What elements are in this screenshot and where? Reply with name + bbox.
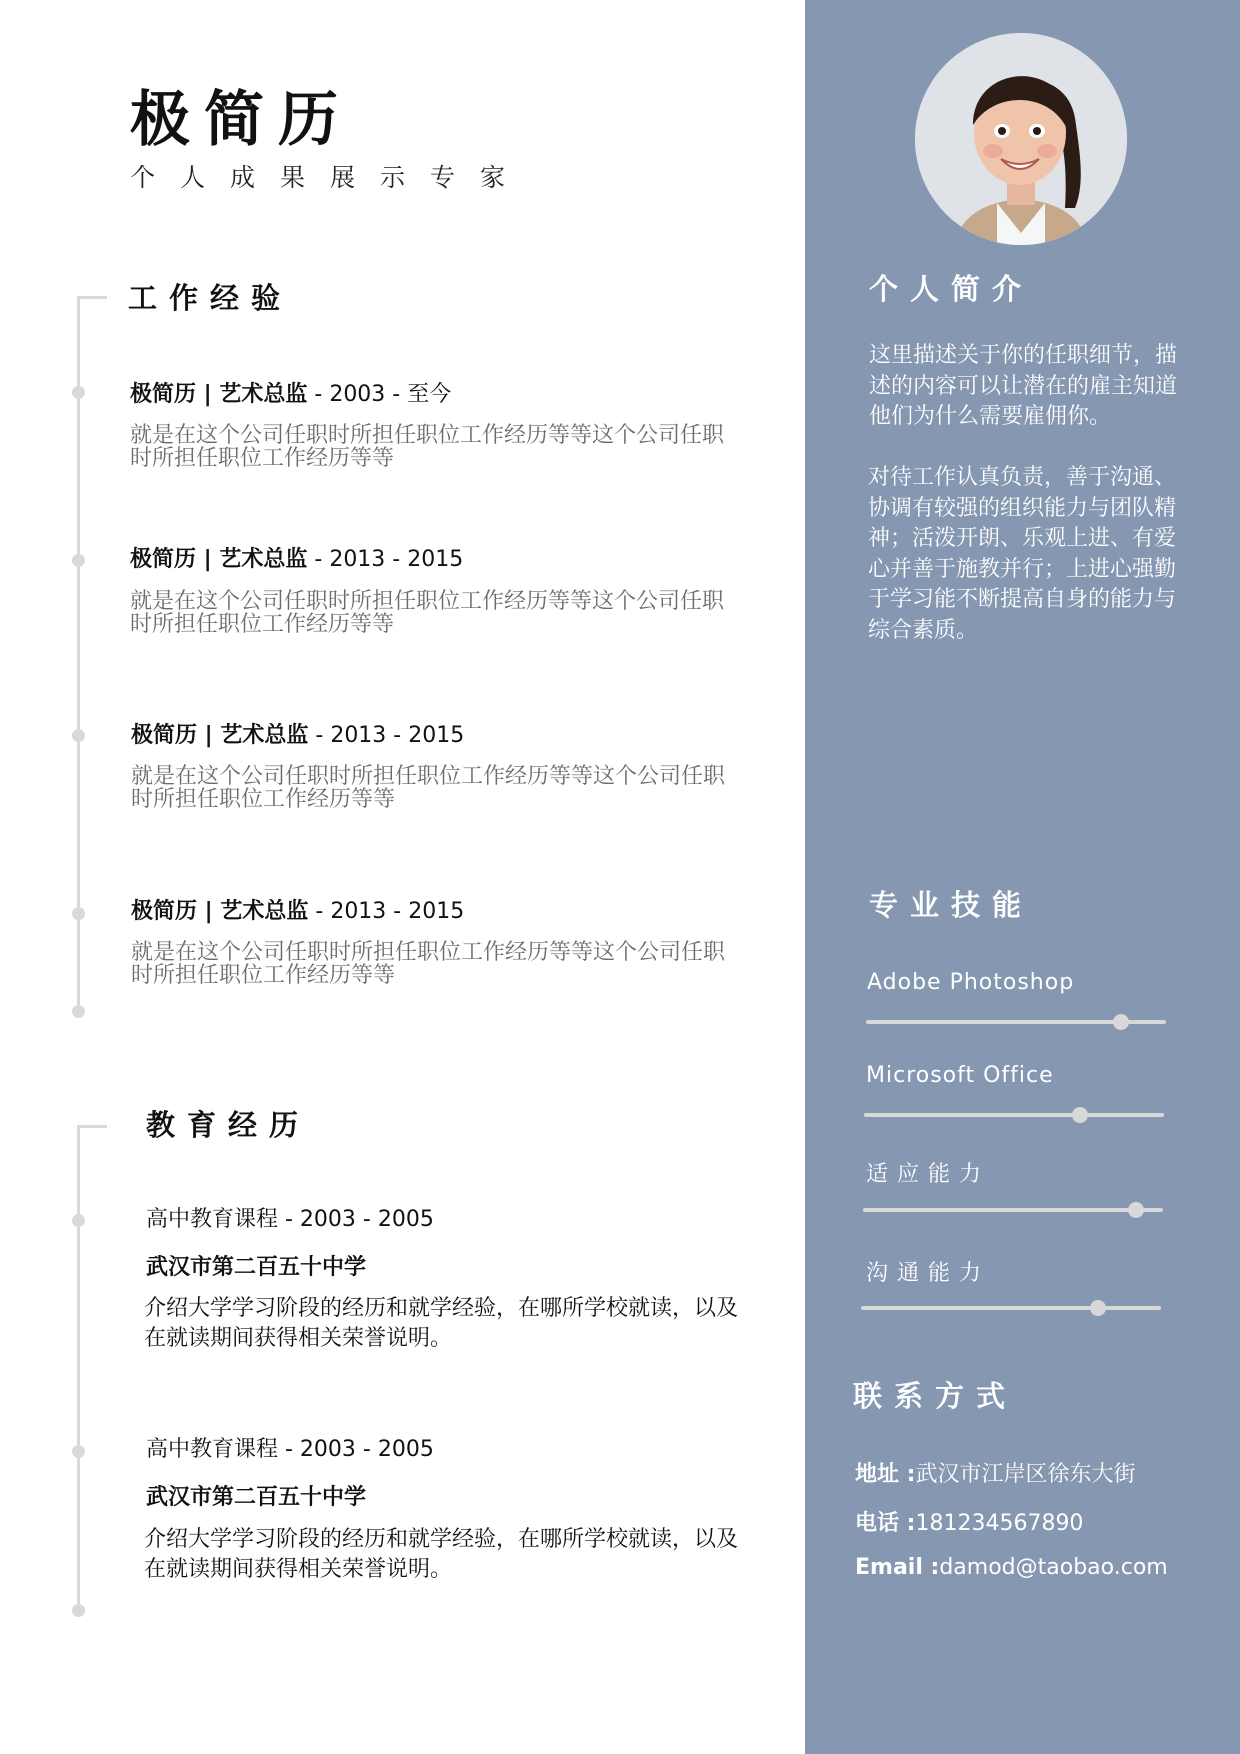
edu-timeline <box>77 1125 80 1610</box>
skill-level-knob <box>1113 1014 1129 1030</box>
skill-level-knob <box>1072 1107 1088 1123</box>
profile-photo <box>915 33 1127 245</box>
resume-subtitle: 个人成果展示专家 <box>130 163 531 192</box>
job-title-3: 极简历 | 艺术总监 - 2013 - 2015 <box>131 723 465 748</box>
skill-label-1: Adobe Photoshop <box>867 970 1075 995</box>
timeline-dot <box>72 907 85 920</box>
contact-phone: 电话 :181234567890 <box>855 1511 1084 1536</box>
timeline-dot <box>72 386 85 399</box>
job-description-1: 就是在这个公司任职时所担任职位工作经历等等这个公司任职时所担任职位工作经历等等 <box>130 423 725 471</box>
skill-level-knob <box>1128 1202 1144 1218</box>
contact-heading: 联系方式 <box>853 1379 1018 1413</box>
timeline-dot <box>72 1445 85 1458</box>
skill-bar-2 <box>864 1113 1164 1117</box>
contact-address: 地址 :武汉市江岸区徐东大街 <box>855 1462 1136 1487</box>
profile-heading: 个人简介 <box>869 272 1034 306</box>
person-avatar-icon <box>915 33 1127 245</box>
edu-timeline-cap <box>77 1125 107 1128</box>
job-description-4: 就是在这个公司任职时所担任职位工作经历等等这个公司任职时所担任职位工作经历等等 <box>131 940 726 988</box>
skill-level-knob <box>1090 1300 1106 1316</box>
skills-heading: 专业技能 <box>869 888 1034 922</box>
work-timeline-cap <box>77 296 107 299</box>
timeline-dot <box>72 729 85 742</box>
edu-course-2: 高中教育课程 - 2003 - 2005 <box>146 1437 434 1462</box>
job-title-1: 极简历 | 艺术总监 - 2003 - 至今 <box>130 382 452 407</box>
skill-bar-3 <box>863 1208 1163 1212</box>
timeline-dot <box>72 1604 85 1617</box>
edu-description-1: 介绍大学学习阶段的经历和就学经验，在哪所学校就读，以及在就读期间获得相关荣誉说明。 <box>144 1296 739 1351</box>
job-title-4: 极简历 | 艺术总监 - 2013 - 2015 <box>131 899 465 924</box>
profile-paragraph-1: 这里描述关于你的任职细节，描述的内容可以让潜在的雇主知道他们为什么需要雇佣你。 <box>869 343 1178 429</box>
job-title-2: 极简历 | 艺术总监 - 2013 - 2015 <box>130 547 464 572</box>
skill-label-2: Microsoft Office <box>866 1063 1054 1088</box>
sidebar <box>805 0 1240 1754</box>
skill-label-4: 沟 通 能 力 <box>866 1261 982 1286</box>
skill-label-3: 适 应 能 力 <box>866 1162 982 1187</box>
resume-title: 极简历 <box>130 85 352 155</box>
skill-bar-4 <box>861 1306 1161 1310</box>
edu-school-1: 武汉市第二百五十中学 <box>146 1255 367 1280</box>
job-description-3: 就是在这个公司任职时所担任职位工作经历等等这个公司任职时所担任职位工作经历等等 <box>131 764 726 812</box>
timeline-dot <box>72 1214 85 1227</box>
timeline-dot <box>72 1005 85 1018</box>
edu-school-2: 武汉市第二百五十中学 <box>146 1485 367 1510</box>
work-timeline <box>77 296 80 1012</box>
job-description-2: 就是在这个公司任职时所担任职位工作经历等等这个公司任职时所担任职位工作经历等等 <box>130 589 725 637</box>
work-heading: 工作经验 <box>128 281 293 315</box>
edu-description-2: 介绍大学学习阶段的经历和就学经验，在哪所学校就读，以及在就读期间获得相关荣誉说明。 <box>144 1527 739 1582</box>
education-heading: 教育经历 <box>146 1108 311 1142</box>
profile-paragraph-2: 对待工作认真负责，善于沟通、协调有较强的组织能力与团队精神；活泼开朗、乐观上进、有爱心并善于施教并行；上进心强勤于学习能不断提高自身的能力与综合素质。 <box>868 465 1177 643</box>
timeline-dot <box>72 554 85 567</box>
edu-course-1: 高中教育课程 - 2003 - 2005 <box>146 1207 434 1232</box>
skill-bar-1 <box>866 1020 1166 1024</box>
contact-email: Email :damod@taobao.com <box>855 1555 1168 1580</box>
